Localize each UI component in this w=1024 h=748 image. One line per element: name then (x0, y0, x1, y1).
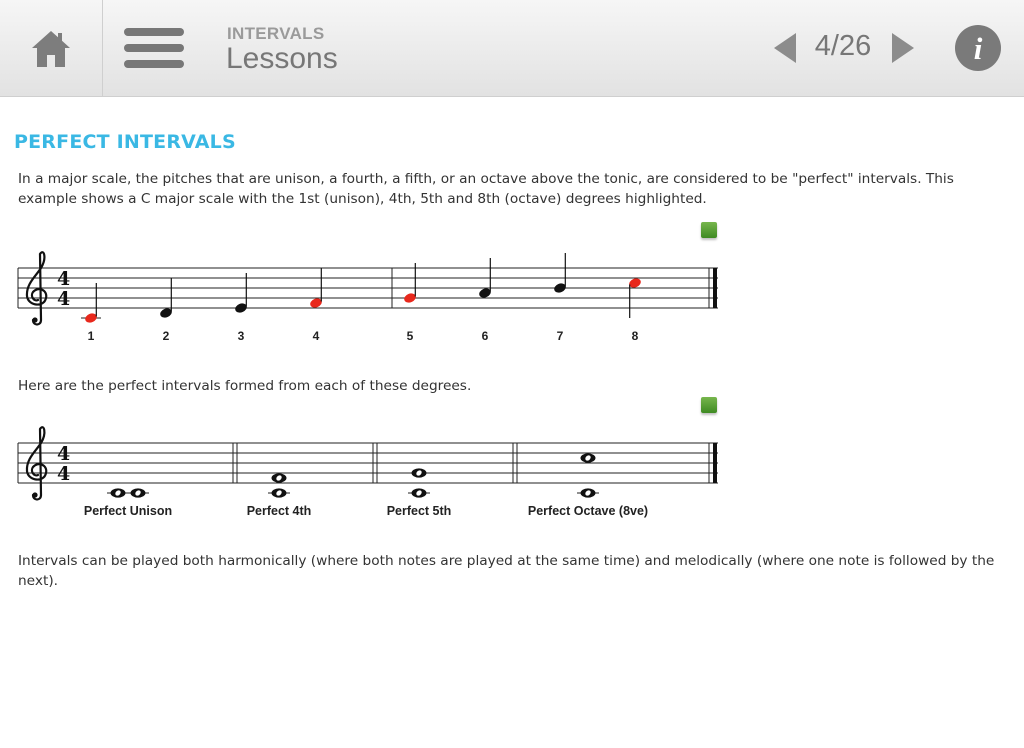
time-signature-bottom: 4 (57, 463, 71, 485)
scale-note (553, 253, 567, 294)
whole-note (268, 488, 290, 497)
interval-notes (107, 453, 599, 497)
staff-lines (18, 443, 718, 483)
whole-note (107, 488, 129, 497)
whole-note (127, 488, 149, 497)
scale-note (234, 273, 248, 314)
scale-note (403, 263, 417, 304)
degree-label: 8 (631, 329, 639, 343)
home-icon (30, 27, 72, 69)
intro-paragraph: In a major scale, the pitches that are unison, a fourth, a fifth, or an octave above the tonic, are considered to be "perfect" intervals. This example shows a C major scale with the 1st (unison), 4th, 5th and 8th (octave) degrees highlighted. (18, 171, 954, 207)
interval-labels (84, 504, 648, 518)
scale-note (81, 283, 101, 324)
menu-button[interactable] (104, 0, 204, 96)
interval-label: Perfect Octave (8ve) (527, 504, 649, 518)
audio-play-icon[interactable] (701, 222, 717, 238)
section-breadcrumb: INTERVALS (227, 24, 325, 43)
page-title: Lessons (226, 42, 338, 75)
scale-note (478, 258, 492, 299)
degree-label: 3 (237, 329, 245, 343)
intervals-paragraph: Here are the perfect intervals formed from each of these degrees. (18, 378, 472, 394)
whole-note (272, 473, 287, 482)
time-signature-bottom: 4 (57, 288, 71, 310)
home-button[interactable] (0, 0, 103, 96)
hamburger-menu-icon (123, 26, 185, 70)
degree-label: 7 (556, 329, 564, 343)
interval-label: Perfect 4th (246, 504, 312, 518)
interval-label: Perfect 5th (386, 504, 452, 518)
degree-label: 6 (481, 329, 489, 343)
degree-label: 5 (406, 329, 414, 343)
whole-note (577, 488, 599, 497)
degree-label: 2 (162, 329, 170, 343)
time-signature-top: 4 (57, 443, 71, 465)
audio-play-icon[interactable] (701, 397, 717, 413)
scale-staff (0, 240, 740, 350)
scale-notes (81, 253, 642, 324)
top-bar (0, 0, 1024, 97)
degree-labels (88, 329, 639, 343)
degree-label: 1 (87, 329, 95, 343)
time-signature-top: 4 (57, 268, 71, 290)
page-counter: 4/26 (814, 30, 872, 62)
staff-lines (18, 268, 718, 308)
scale-note (309, 268, 323, 309)
whole-note (412, 468, 427, 477)
intervals-staff (0, 415, 740, 525)
degree-label: 4 (312, 329, 320, 343)
section-heading: PERFECT INTERVALS (14, 131, 236, 153)
whole-note (581, 453, 596, 462)
scale-note (159, 278, 173, 319)
whole-note (408, 488, 430, 497)
final-barline (713, 443, 717, 483)
scale-note (628, 277, 642, 318)
info-glyph: i (973, 30, 983, 66)
final-barline (713, 268, 717, 308)
triangle-left-icon[interactable] (770, 30, 800, 66)
triangle-right-icon[interactable] (888, 30, 918, 66)
interval-label: Perfect Unison (83, 504, 173, 518)
info-icon[interactable] (955, 25, 1001, 71)
closing-paragraph: Intervals can be played both harmonically (where both notes are played at the same time) and melodically (where one note is followed by the next). (18, 553, 995, 589)
